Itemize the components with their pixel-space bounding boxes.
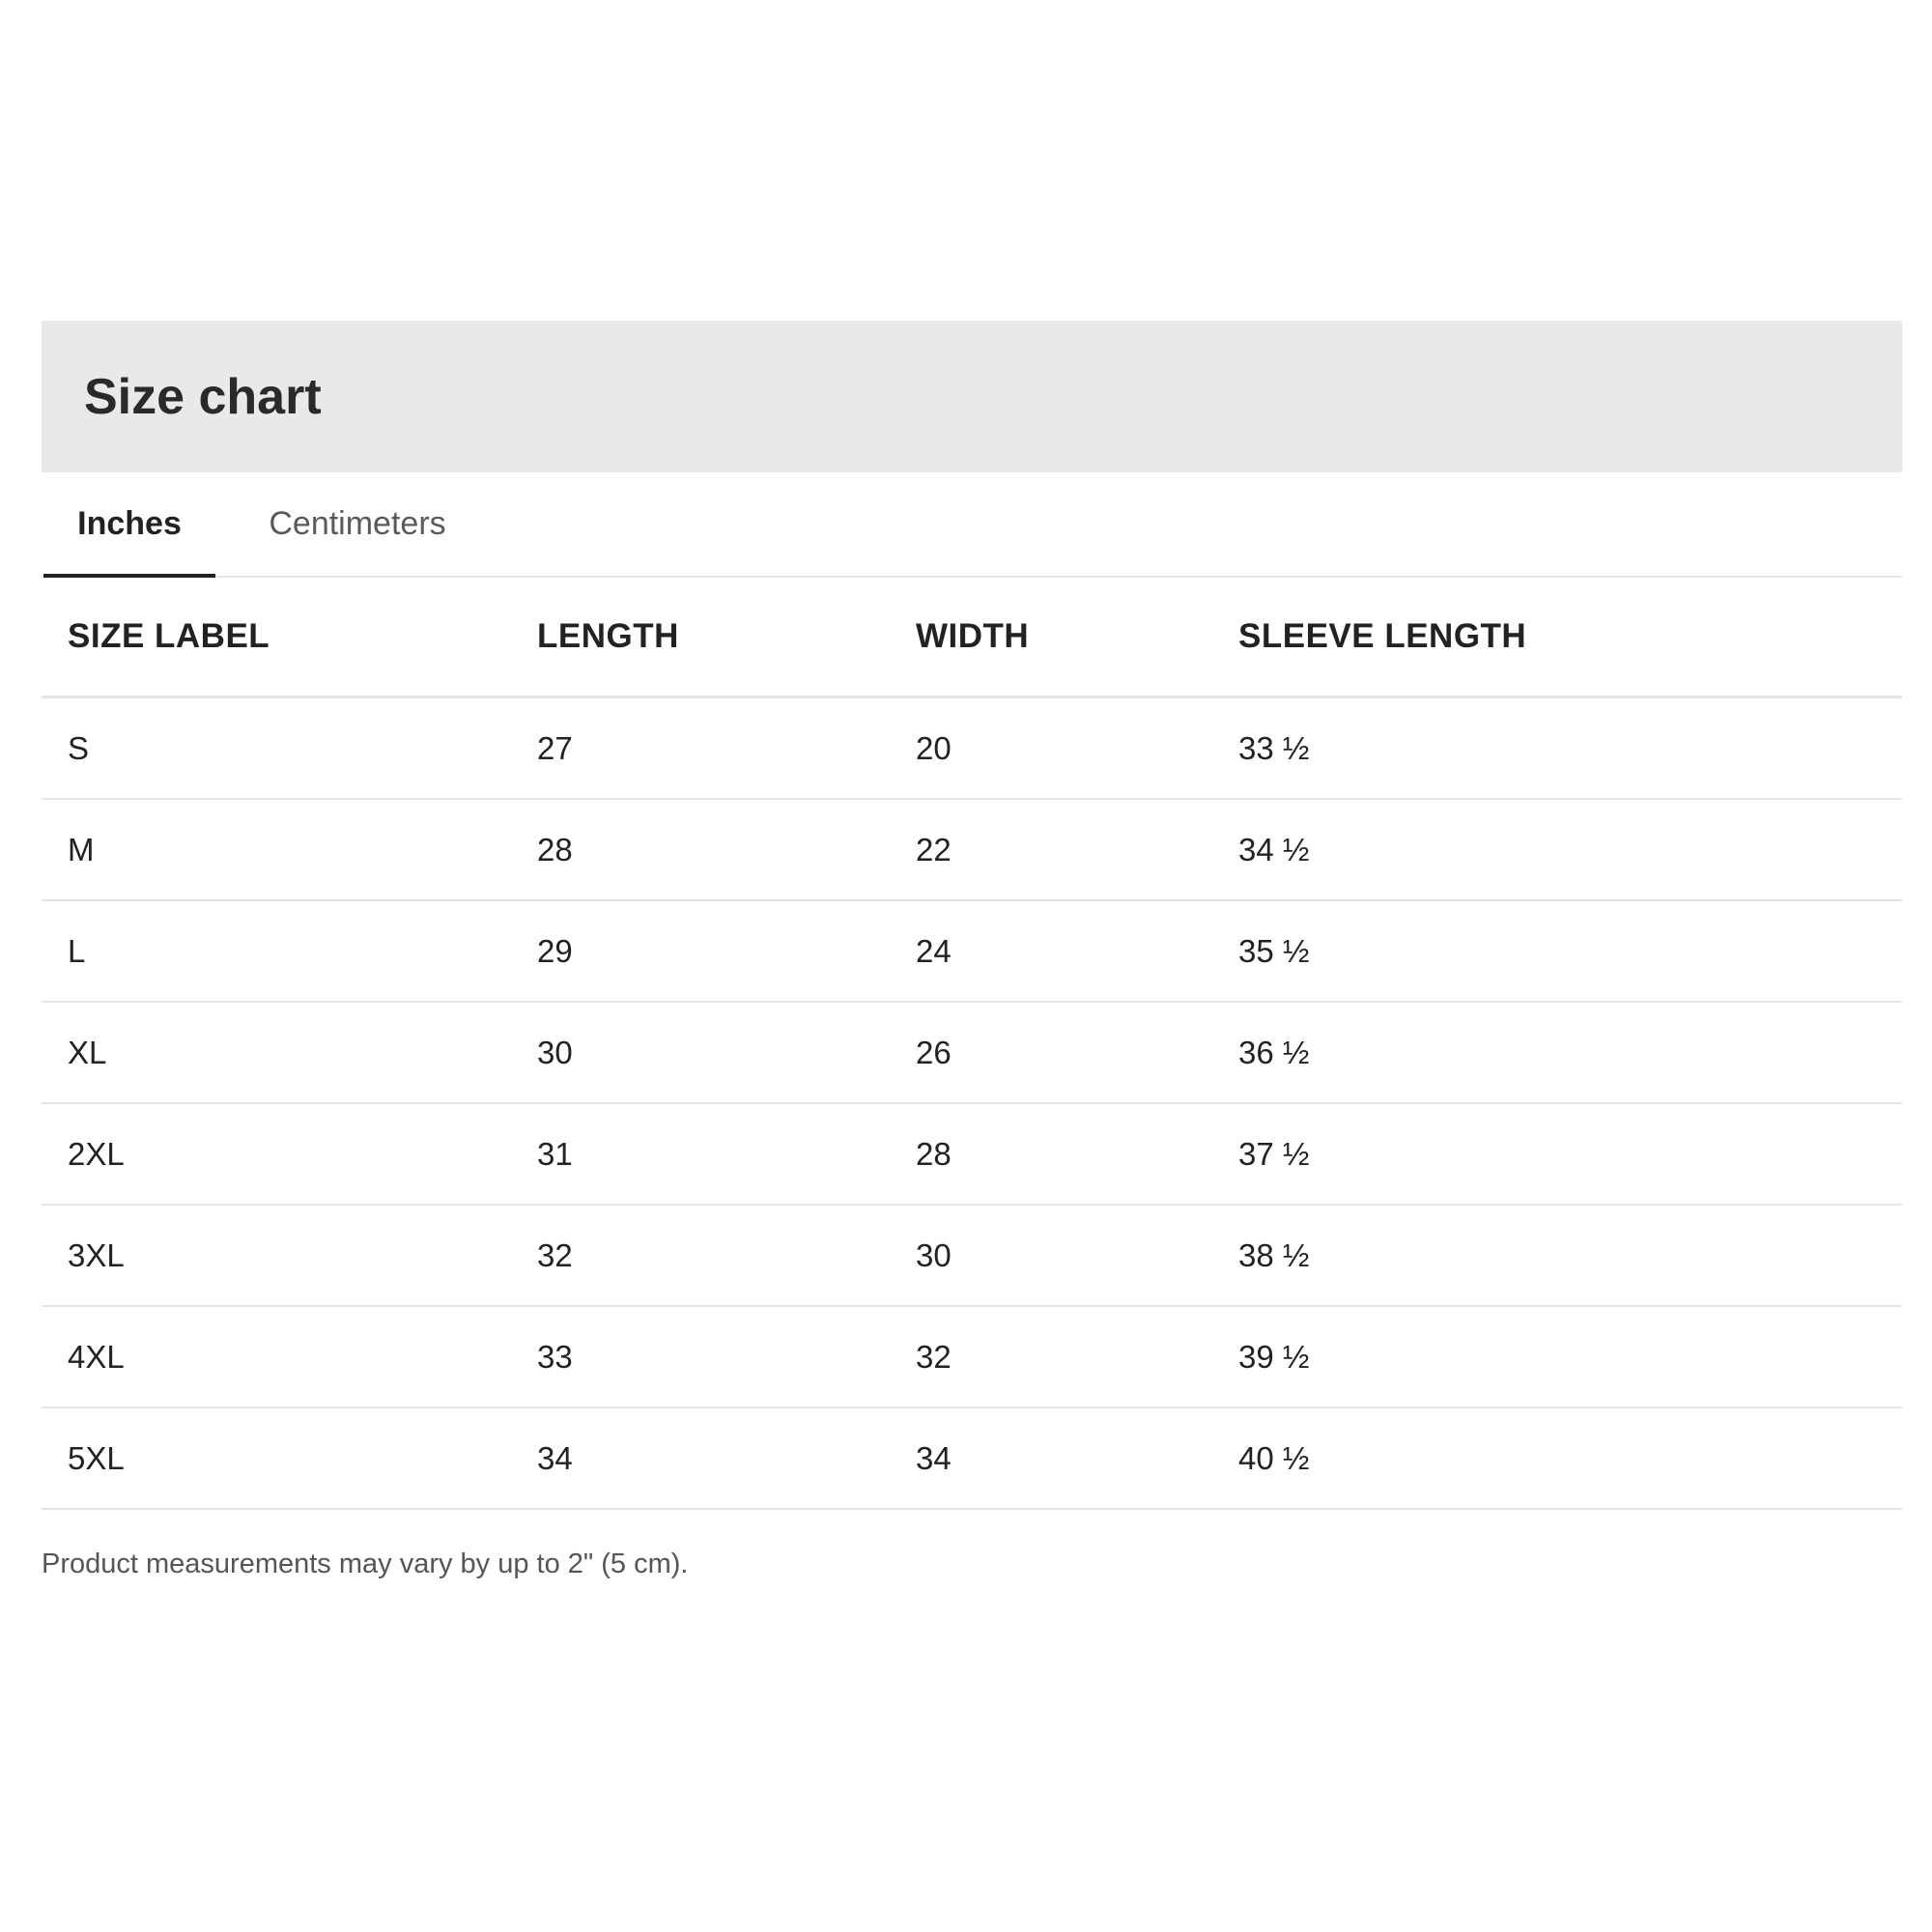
column-header-width: WIDTH [916, 578, 1238, 697]
table-row [42, 697, 1902, 800]
tab-centimeters[interactable]: Centimeters [269, 505, 446, 542]
size-chart-panel [42, 321, 1902, 1580]
size-label-cell: S [42, 697, 537, 800]
length-cell: 29 [537, 900, 916, 1002]
width-cell: 28 [916, 1103, 1238, 1205]
column-header-sleeve-length: SLEEVE LENGTH [1238, 578, 1902, 697]
width-cell: 22 [916, 799, 1238, 900]
table-row [42, 799, 1902, 900]
sleeve-length-cell: 34 ½ [1238, 799, 1902, 900]
length-cell: 30 [537, 1002, 916, 1103]
width-cell: 26 [916, 1002, 1238, 1103]
length-cell: 33 [537, 1306, 916, 1407]
size-label-cell: 4XL [42, 1306, 537, 1407]
width-cell: 24 [916, 900, 1238, 1002]
table-row [42, 1103, 1902, 1205]
length-cell: 27 [537, 697, 916, 800]
size-label-cell: XL [42, 1002, 537, 1103]
table-row [42, 1407, 1902, 1509]
size-label-cell: 5XL [42, 1407, 537, 1509]
sleeve-length-cell: 39 ½ [1238, 1306, 1902, 1407]
table-row [42, 1306, 1902, 1407]
sleeve-length-cell: 33 ½ [1238, 697, 1902, 800]
size-table [42, 578, 1902, 1510]
sleeve-length-cell: 37 ½ [1238, 1103, 1902, 1205]
width-cell: 20 [916, 697, 1238, 800]
length-cell: 34 [537, 1407, 916, 1509]
size-label-cell: L [42, 900, 537, 1002]
column-header-size-label: SIZE LABEL [42, 578, 537, 697]
table-row [42, 1205, 1902, 1306]
size-label-cell: 2XL [42, 1103, 537, 1205]
sleeve-length-cell: 35 ½ [1238, 900, 1902, 1002]
measurement-footnote: Product measurements may vary by up to 2" (5 cm). [42, 1548, 689, 1579]
column-header-length: LENGTH [537, 578, 916, 697]
sleeve-length-cell: 38 ½ [1238, 1205, 1902, 1306]
size-label-cell: M [42, 799, 537, 900]
size-chart-header [42, 321, 1902, 472]
length-cell: 31 [537, 1103, 916, 1205]
length-cell: 28 [537, 799, 916, 900]
unit-tabs [42, 472, 1902, 578]
length-cell: 32 [537, 1205, 916, 1306]
sleeve-length-cell: 36 ½ [1238, 1002, 1902, 1103]
sleeve-length-cell: 40 ½ [1238, 1407, 1902, 1509]
width-cell: 34 [916, 1407, 1238, 1509]
table-row [42, 1002, 1902, 1103]
table-row [42, 900, 1902, 1002]
size-label-cell: 3XL [42, 1205, 537, 1306]
width-cell: 30 [916, 1205, 1238, 1306]
width-cell: 32 [916, 1306, 1238, 1407]
tab-inches[interactable]: Inches [43, 472, 215, 576]
page-title: Size chart [84, 369, 322, 425]
table-header-row [42, 578, 1902, 697]
